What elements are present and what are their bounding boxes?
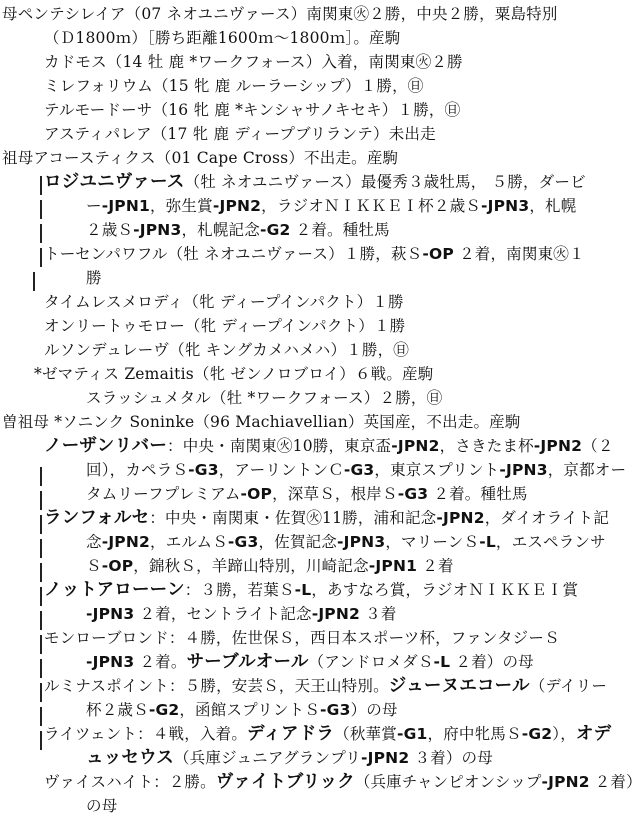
offspring-line: ２歳Ｓ-JPN3，札幌記念-G2 ２着。種牡馬 — [86, 221, 390, 239]
pedigree-bar — [40, 200, 42, 219]
great-granddam-line: 曽祖母 *ソニンク Soninke（96 Machiavellian）英国産，不出走。産駒 — [2, 413, 521, 431]
offspring-line: アスティパレア（17 牝 鹿 ディープブリランテ）未出走 — [44, 125, 436, 143]
offspring-line: トーセンパワフル（牡 ネオユニヴァース）１勝，萩Ｓ-OP ２着，南関東㊋１ — [44, 245, 585, 263]
offspring-line: *ゼマティス Zemaitis（牝 ゼンノロブロイ）６戦。産駒 — [34, 365, 434, 383]
pedigree-bar — [40, 491, 42, 510]
offspring-line: スラッシュメタル（牡 *ワークフォース）２勝，㊐ — [86, 389, 443, 407]
offspring-line: ノットアローーン：３勝，若葉Ｓ-L，あすなろ賞，ラジオＮＩＫＫＥＩ賞 — [44, 580, 579, 600]
dam-line: （Ｄ1800ｍ）［勝ち距離1600ｍ～1800ｍ］。産駒 — [44, 29, 401, 47]
pedigree-bar — [40, 515, 42, 534]
pedigree-bar — [40, 731, 42, 750]
pedigree-bar — [40, 248, 42, 267]
pedigree-bar — [40, 539, 42, 558]
offspring-line: ュッセウス（兵庫ジュニアグランプリ-JPN2 ３着）の母 — [86, 748, 493, 768]
granddam-line: 祖母アコースティクス（01 Cape Cross）不出走。産駒 — [2, 149, 399, 167]
pedigree-bar — [40, 707, 42, 726]
offspring-line: Ｓ-OP，錦秋Ｓ，羊蹄山特別，川崎記念-JPN1 ２着 — [86, 557, 454, 575]
offspring-line: 回），カペラＳ-G3，アーリントンＣ-G3，東京スプリント-JPN3，京都オー — [86, 461, 627, 479]
dam-line: 母ペンテシレイア（07 ネオユニヴァース）南関東㊋２勝，中央２勝，粟島特別 — [2, 5, 558, 23]
offspring-line: ヴァイスハイト：２勝。ヴァイトブリック（兵庫チャンピオンシップ-JPN2 ２着） — [44, 772, 642, 792]
pedigree-bar — [33, 272, 35, 291]
offspring-line: オンリートゥモロー（牝 ディープインパクト）１勝 — [44, 317, 406, 335]
offspring-line: 勝 — [86, 269, 102, 287]
offspring-line: モンローブロンド：４勝，佐世保Ｓ，西日本スポーツ杯，ファンタジーＳ — [44, 629, 560, 647]
offspring-line: ミレフォリウム（15 牝 鹿 ルーラーシップ）１勝，㊐ — [44, 77, 424, 95]
pedigree-bar — [40, 611, 42, 630]
offspring-line: -JPN3 ２着，セントライト記念-JPN2 ３着 — [86, 605, 397, 623]
pedigree-bar — [40, 635, 42, 654]
offspring-line: ノーザンリバー：中央・南関東㊋10勝，東京盃-JPN2，さきたま杯-JPN2（２ — [44, 436, 614, 456]
offspring-line: テルモードーサ（16 牝 鹿 *キンシャサノキセキ）１勝，㊐ — [44, 101, 461, 119]
offspring-line: の母 — [86, 797, 118, 815]
offspring-line: ー-JPN1，弥生賞-JPN2，ラジオＮＩＫＫＥＩ杯２歳Ｓ-JPN3，札幌 — [86, 197, 577, 215]
pedigree-bar — [40, 659, 42, 678]
pedigree-bar — [40, 683, 42, 702]
offspring-line: ルソンデュレーヴ（牝 キングカメハメハ）１勝，㊐ — [44, 341, 409, 359]
offspring-line: -JPN3 ２着。サーブルオール（アンドロメダＳ-L ２着）の母 — [86, 652, 534, 672]
offspring-line: ライツェント：４戦，入着。ディアドラ（秋華賞-G1，府中牝馬Ｓ-G2），オデ — [44, 724, 612, 744]
pedigree-bar — [40, 563, 42, 582]
pedigree-bar — [40, 467, 42, 486]
pedigree-bar — [40, 176, 42, 195]
pedigree-bar — [40, 587, 42, 606]
offspring-line: 杯２歳Ｓ-G2，函館スプリントＳ-G3）の母 — [86, 701, 398, 719]
offspring-line: ランフォルセ：中央・南関東・佐賀㊋11勝，浦和記念-JPN2，ダイオライト記 — [44, 508, 610, 528]
offspring-line: ルミナスポイント：５勝，安芸Ｓ，天王山特別。ジューヌエコール（デイリー — [44, 676, 608, 696]
offspring-line: 念-JPN2，エルムＳ-G3，佐賀記念-JPN3，マリーンＳ-L，エスペランサ — [86, 533, 606, 551]
offspring-line: タイムレスメロディ（牝 ディープインパクト）１勝 — [44, 293, 404, 311]
pedigree-bar — [40, 224, 42, 243]
offspring-line: ロジユニヴァース（牡 ネオユニヴァース）最優秀３歳牡馬， ５勝，ダービ — [44, 172, 586, 192]
offspring-line: カドモス（14 牡 鹿 *ワークフォース）入着，南関東㊋２勝 — [44, 53, 463, 71]
offspring-line: タムリーフプレミアム-OP，深草Ｓ，根岸Ｓ-G3 ２着。種牡馬 — [86, 485, 528, 503]
